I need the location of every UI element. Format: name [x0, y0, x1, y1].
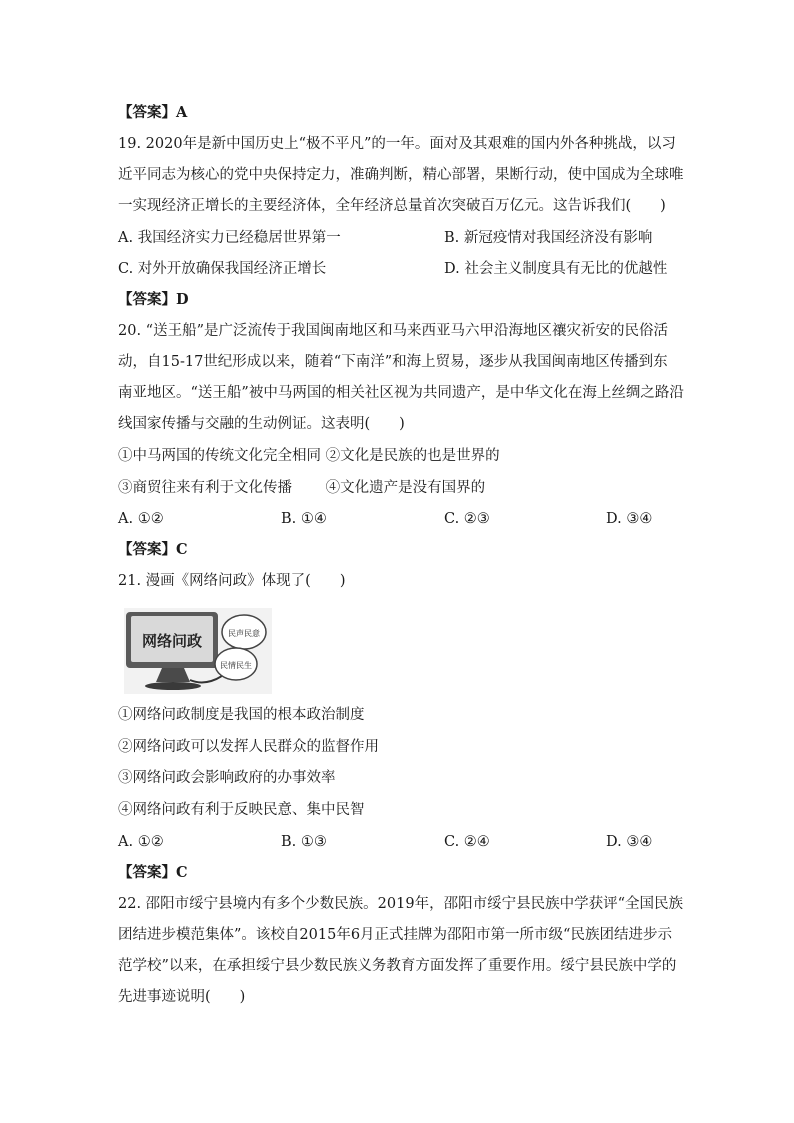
q20-option-a: A. ①② [118, 511, 164, 527]
q20-statements-2: ③商贸往来有利于文化传播 ④文化遗产是没有国界的 [118, 480, 486, 496]
q22-line-1: 22. 邵阳市绥宁县境内有多个少数民族。2019年，邵阳市绥宁县民族中学获评“全国民族 [118, 896, 683, 912]
q19-option-c: C. 对外开放确保我国经济正增长 [118, 261, 327, 277]
q20-line-1: 20. “送王船”是广泛流传于我国闽南地区和马来西亚马六甲沿海地区禳灾祈安的民俗活 [118, 323, 668, 339]
q20-line-2: 动，自15-17世纪形成以来，随着“下南洋”和海上贸易，逐步从我国闽南地区传播到东 [118, 354, 668, 370]
q21-option-d: D. ③④ [606, 834, 653, 850]
q20-option-c: C. ②③ [444, 511, 490, 527]
cartoon-bubble-2: 民情民生 [220, 661, 252, 670]
q19-line-3: 一实现经济正增长的主要经济体，全年经济总量首次突破百万亿元。这告诉我们( ) [118, 198, 666, 214]
q21-option-b: B. ①③ [281, 834, 327, 850]
q21-cartoon [124, 608, 272, 694]
q21-statement-3: ③网络问政会影响政府的办事效率 [118, 770, 336, 786]
cartoon-screen-text: 网络问政 [141, 632, 203, 650]
q22-line-2: 团结进步模范集体”。该校自2015年6月正式挂牌为邵阳市第一所市级“民族团结进步示 [118, 927, 672, 943]
answer-prev: 【答案】A [118, 104, 188, 121]
q20-line-4: 线国家传播与交融的生动例证。这表明( ) [118, 416, 405, 432]
q20-line-3: 南亚地区。“送王船”被中马两国的相关社区视为共同遗产，是中华文化在海上丝绸之路沿 [118, 385, 684, 401]
q21-statement-2: ②网络问政可以发挥人民群众的监督作用 [118, 739, 379, 755]
q21-option-a: A. ①② [118, 834, 164, 850]
q21-statement-1: ①网络问政制度是我国的根本政治制度 [118, 707, 365, 723]
q19-option-d: D. 社会主义制度具有无比的优越性 [444, 261, 668, 277]
q22-line-3: 范学校”以来，在承担绥宁县少数民族义务教育方面发挥了重要作用。绥宁县民族中学的 [118, 958, 677, 974]
q21-option-c: C. ②④ [444, 834, 490, 850]
q20-answer: 【答案】C [118, 541, 188, 558]
q20-option-b: B. ①④ [281, 511, 327, 527]
q22-line-4: 先进事迹说明( ) [118, 989, 246, 1005]
q21-answer: 【答案】C [118, 864, 188, 881]
q19-option-a: A. 我国经济实力已经稳居世界第一 [118, 230, 341, 246]
cartoon-bubble-1: 民声民意 [228, 629, 260, 638]
q20-option-d: D. ③④ [606, 511, 653, 527]
q21-stem: 21. 漫画《网络问政》体现了( ) [118, 573, 346, 589]
q19-answer: 【答案】D [118, 291, 189, 308]
q19-line-2: 近平同志为核心的党中央保持定力，准确判断，精心部署，果断行动，使中国成为全球唯 [118, 167, 684, 183]
q21-statement-4: ④网络问政有利于反映民意、集中民智 [118, 802, 365, 818]
q19-option-b: B. 新冠疫情对我国经济没有影响 [444, 230, 653, 246]
q19-line-1: 19. 2020年是新中国历史上“极不平凡”的一年。面对及其艰难的国内外各种挑战，以习 [118, 136, 676, 152]
q20-statements-1: ①中马两国的传统文化完全相同 ②文化是民族的也是世界的 [118, 448, 500, 464]
